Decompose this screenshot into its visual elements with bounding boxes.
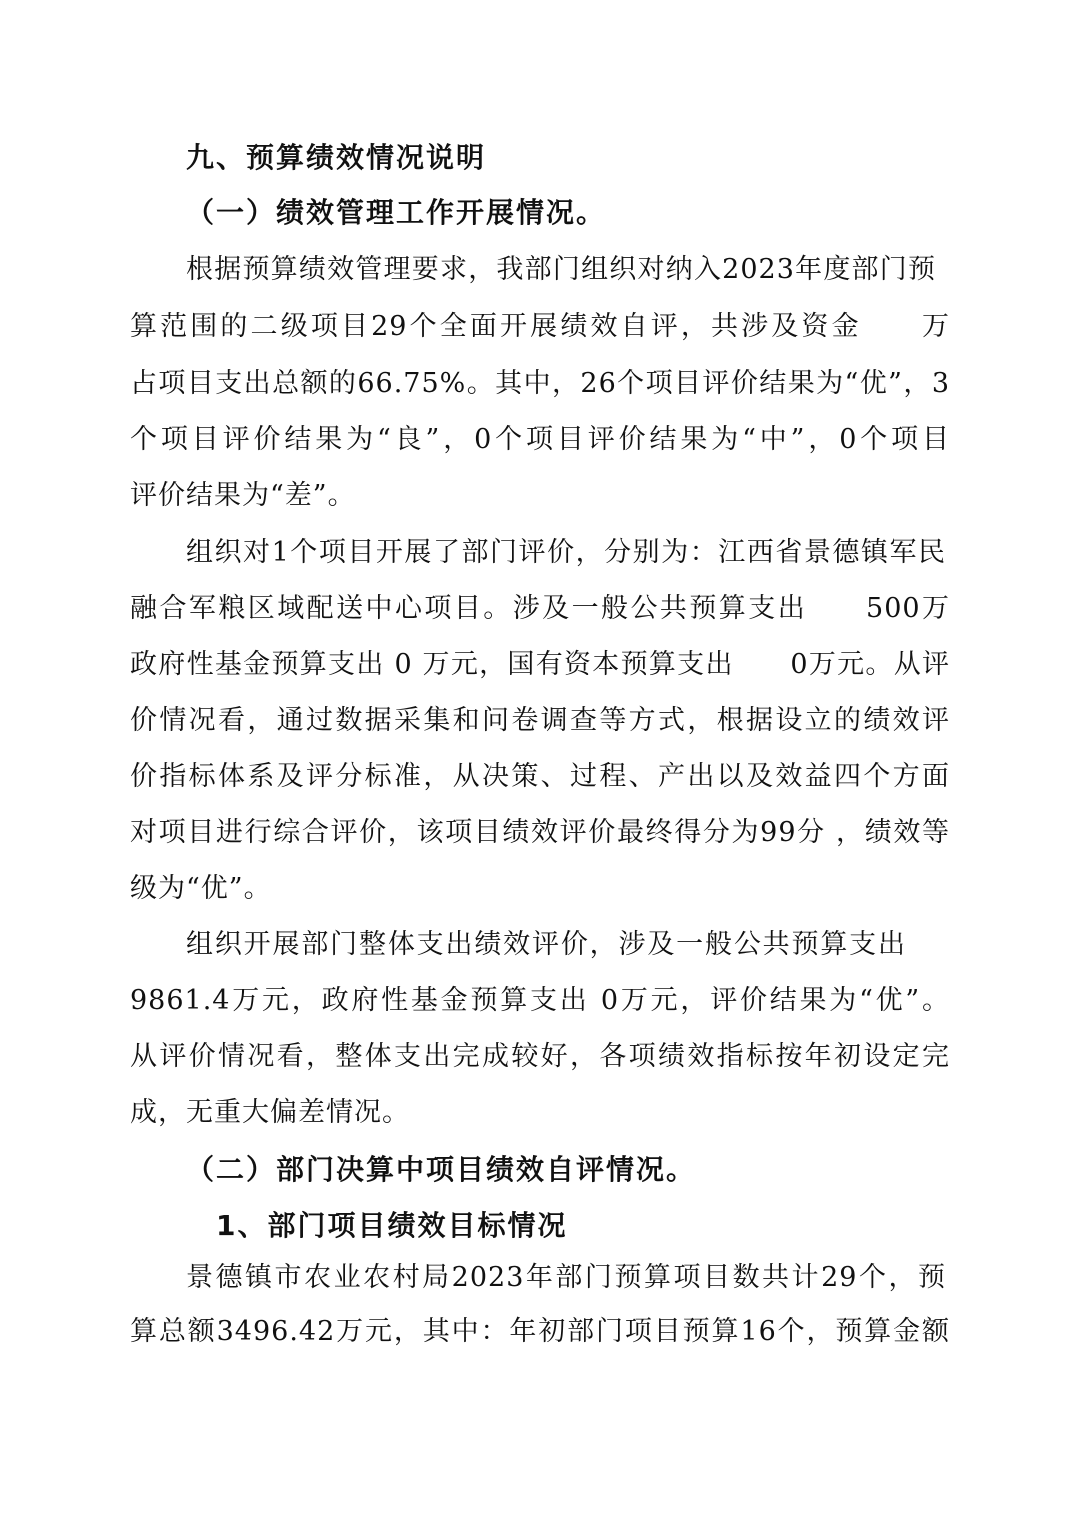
paragraph-line: 级为“优”。 (130, 873, 272, 904)
paragraph-line: 占项目支出总额的66.75%。其中，26个项目评价结果为“优”，3 (130, 368, 950, 399)
paragraph-line: 9861.4万元，政府性基金预算支出 0万元，评价结果为“优”。 (130, 985, 950, 1016)
paragraph-line: 评价结果为“差”。 (130, 480, 356, 511)
paragraph-line: 组织开展部门整体支出绩效评价，涉及一般公共预算支出 (186, 929, 906, 960)
sub-item-heading: 1、部门项目绩效目标情况 (216, 1209, 568, 1242)
subsection-heading-1: （一）绩效管理工作开展情况。 (186, 196, 607, 229)
paragraph-line: 景德镇市农业农村局2023年部门预算项目数共计29个，预 (186, 1262, 946, 1293)
paragraph-line: 政府性基金预算支出 0 万元，国有资本预算支出 0万元。从评 (130, 649, 950, 680)
section-heading: 九、预算绩效情况说明 (186, 141, 487, 174)
paragraph-line: 成，无重大偏差情况。 (130, 1097, 410, 1128)
paragraph-line: 对项目进行综合评价，该项目绩效评价最终得分为99分 ，绩效等 (130, 817, 950, 848)
paragraph-line: 根据预算绩效管理要求，我部门组织对纳入2023年度部门预 (186, 254, 936, 285)
paragraph-line: 个项目评价结果为“良”，0个项目评价结果为“中”，0个项目 (130, 424, 950, 455)
paragraph-line: 融合军粮区域配送中心项目。涉及一般公共预算支出 500万 (130, 593, 950, 624)
paragraph-line: 组织对1个项目开展了部门评价，分别为：江西省景德镇军民 (186, 537, 946, 568)
paragraph-line: 算总额3496.42万元，其中：年初部门项目预算16个，预算金额 (130, 1316, 950, 1347)
paragraph-line: 价指标体系及评分标准，从决策、过程、产出以及效益四个方面 (130, 761, 950, 792)
paragraph-line: 算范围的二级项目29个全面开展绩效自评，共涉及资金 万 (130, 311, 950, 342)
paragraph-line: 从评价情况看，整体支出完成较好，各项绩效指标按年初设定完 (130, 1041, 950, 1072)
paragraph-line: 价情况看，通过数据采集和问卷调查等方式，根据设立的绩效评 (130, 705, 950, 736)
subsection-heading-2: （二）部门决算中项目绩效自评情况。 (186, 1153, 697, 1186)
